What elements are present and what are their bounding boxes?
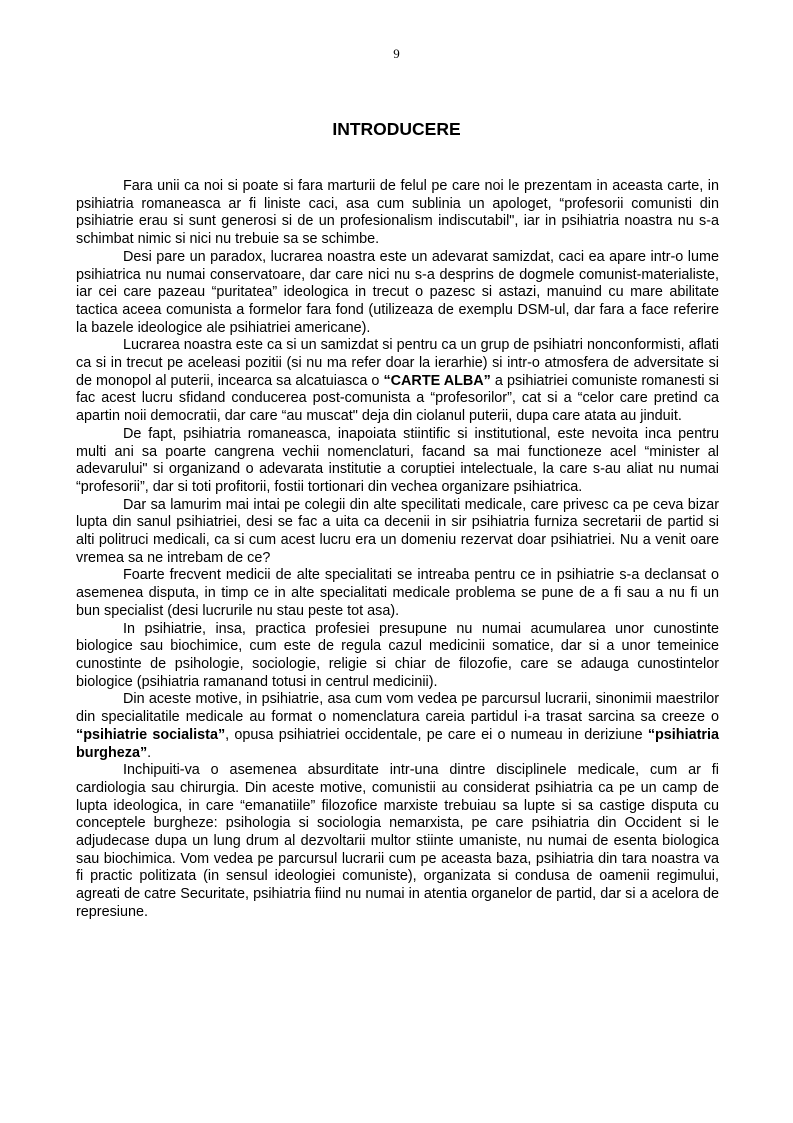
paragraph: De fapt, psihiatria romaneasca, inapoiata stiintific si institutional, este nevoita inca pentru multi ani sa poarte cangrena vechii nomenclaturi, facand sa mai functioneze acel “minister al adevarului" si organizand o adevarata institutie a coruptiei intelectuale, la care s-au aliat nu numai “profesorii”, dar si toti profitorii, fostii tortionari din vechea organizare psihiatrica.	[76, 425, 719, 495]
paragraph: Din aceste motive, in psihiatrie, asa cum vom vedea pe parcursul lucrarii, sinonimii maestrilor din specialitatile medicale au format o nomenclatura careia partidul i-a trasat sarcina sa creeze o “psihiatrie socialista”, opusa psihiatriei occidentale, pe care ei o numeau in deriziune “psihiatria burgheza”.	[76, 691, 719, 761]
page-title: INTRODUCERE	[332, 119, 461, 139]
paragraph: Desi pare un paradox, lucrarea noastra este un adevarat samizdat, caci ea apare intr-o lume psihiatrica nu numai conservatoare, dar care nici nu s-a desprins de dogmele comunist-materialiste, iar cei care pazeau “puritatea” ideologica in trecut o pazesc si astazi, manuind cu mare abilitate tactica aceea comunista a formelor fara fond (utilizeaza de exemplu DSM-ul, dar fara a face referire la bazele ideologice ale psihiatriei americane).	[76, 248, 719, 336]
body-text	[76, 178, 719, 922]
paragraph: Lucrarea noastra este ca si un samizdat si pentru ca un grup de psihiatri nonconformisti, aflati ca si in trecut pe aceleasi pozitii (si nu ma refer doar la ierarhie) si intr-o atmosfera de adversitate si de monopol al puterii, incearca sa alcatuiasca o “CARTE ALBA” a psihiatriei comuniste romanesti si fac acest lucru sfidand conducerea post-comunista a “profesorilor”, cat si a “celor care pretind ca apartin noii democratii, dar care “au muscat" deja din ciolanul puterii, dupa care atata au jinduit.	[76, 337, 719, 425]
emphasis-psihiatria-burgheza: “psihiatria burgheza”	[76, 726, 719, 761]
emphasis-carte-alba: “CARTE ALBA”	[383, 372, 491, 389]
paragraph: Dar sa lamurim mai intai pe colegii din alte specilitati medicale, care privesc ca pe ceva bizar lupta din sanul psihiatriei, desi se fac a uita ca decenii in sir psihiatria furniza secretarii de partid si alti politruci medicali, ca si cum acest lucru era un domeniu rezervat doar psihiatriei. Nu a venit oare vremea sa ne intrebam de ce?	[76, 496, 719, 566]
paragraph: Fara unii ca noi si poate si fara marturii de felul pe care noi le prezentam in aceasta carte, in psihiatria romaneasca ar fi liniste caci, asa cum sublinia un apologet, “profesorii comunisti din psihiatrie erau si sunt generosi si de un profesionalism indiscutabil", iar in psihiatria noastra nu s-a schimbat nimic si nici nu trebuie sa se schimbe.	[76, 178, 719, 248]
page-number: 9	[393, 46, 400, 61]
paragraph: Foarte frecvent medicii de alte specialitati se intreaba pentru ce in psihiatrie s-a declansat o asemenea disputa, in timp ce in alte specialitati medicale problema se pune de a fi sau a nu fi un bun specialist (desi lucrurile nu stau peste tot asa).	[76, 567, 719, 619]
paragraph: Inchipuiti-va o asemenea absurditate intr-una dintre disciplinele medicale, cum ar fi cardiologia sau chirurgia. Din aceste motive, comunistii au considerat psihiatria ca pe un camp de lupta ideologica, in care “emanatiile” filozofice marxiste trebuiau sa lupte si sa castige disputa cu conceptele burgheze: psihologia si sociologia nemarxista, pe care psihiatria din Occident si le adjudecase dupa un lung drum al dezvoltarii multor stiinte umaniste, nu numai de esenta biologica sau biochimica. Vom vedea pe parcursul lucrarii cum pe aceasta baza, psihiatria din tara noastra va fi practic politizata (in sensul ideologiei comuniste), organizata si condusa de oamenii regimului, agreati de catre Securitate, psihiatria fiind nu numai in atentia organelor de partid, dar si a acelora de represiune.	[76, 762, 719, 920]
emphasis-psihiatrie-socialista: “psihiatrie socialista”	[76, 726, 226, 743]
paragraph: In psihiatrie, insa, practica profesiei presupune nu numai acumularea unor cunostinte biologice sau biochimice, cum este de regula cazul medicinii somatice, dar si a unor temeinice cunostinte de psihologie, sociologie, religie si chiar de filozofie, care se adauga cunostintelor biologice (psihiatria ramanand totusi in centrul medicinii).	[76, 620, 719, 690]
